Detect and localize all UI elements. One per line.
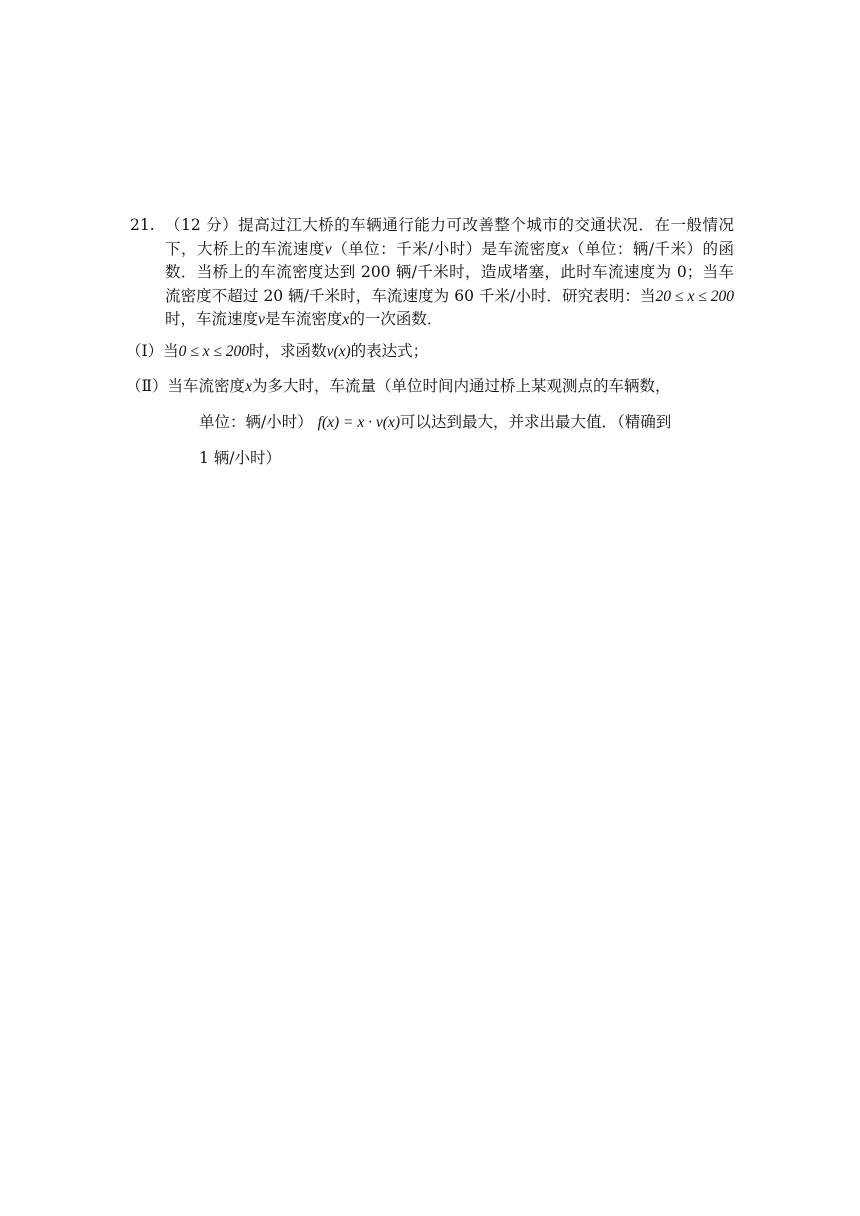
sub-question-2 xyxy=(126,374,736,470)
sub-question-1 xyxy=(126,340,428,363)
part2-continuation xyxy=(126,409,736,470)
inequality-20-200: 20 ≤ x ≤ 200 xyxy=(655,287,734,305)
part1-label: （Ⅰ） xyxy=(126,342,164,360)
stem-part-e: 是车流密度 xyxy=(264,310,343,328)
var-v: v xyxy=(324,240,332,258)
var-x-2: x xyxy=(342,311,350,328)
part1-inequality: 0 ≤ x ≤ 200 xyxy=(178,343,250,360)
part1-text-b: 时，求函数 xyxy=(249,342,327,360)
part2-line-3 xyxy=(199,446,736,470)
stem-part-f: 的一次函数． xyxy=(349,310,443,328)
part2-text-a: 当车流密度 xyxy=(167,377,246,395)
part1-text-a: 当 xyxy=(163,342,179,360)
part2-text-b: 为多大时，车流量（单位时间内通过桥上某观测点的车辆数， xyxy=(251,377,671,395)
part2-text-e: 1 辆/小时） xyxy=(199,449,282,467)
stem-part-b: （单位：千米/小时）是车流密度 xyxy=(331,239,562,258)
part2-formula: f(x) = x · v(x) xyxy=(317,414,400,431)
question-21 xyxy=(130,214,734,332)
part2-line-2 xyxy=(199,409,736,436)
part2-label: （Ⅱ） xyxy=(126,377,168,395)
part1-function: v(x) xyxy=(326,343,351,360)
question-stem xyxy=(165,214,734,332)
part1-text-c: 的表达式； xyxy=(350,342,429,360)
stem-part-a: 提高过江大桥的车辆通行能力可改善整个城市的交通状况．在一般情况下，大桥上的车流速度 xyxy=(165,216,734,258)
stem-part-c: （单位：辆/千米）的函数．当桥上的车流密度达到 200 辆/千米时，造成堵塞，此时车流速度为 0；当车流密度不超过 20 辆/千米时，车流速度为 60 千米/小时．研究表明：当 xyxy=(165,239,734,305)
question-head xyxy=(130,214,734,332)
stem-part-d: 时，车流速度 xyxy=(165,310,259,328)
question-score: （12 分） xyxy=(165,216,239,234)
var-x: x xyxy=(561,240,569,258)
part2-text-c: 单位：辆/小时） xyxy=(199,413,313,431)
part2-text-d: 可以达到最大，并求出最大值．（精确到 xyxy=(399,413,672,431)
var-v-2: v xyxy=(258,311,265,328)
part2-line-1 xyxy=(126,374,736,399)
part2-var-x: x xyxy=(245,378,252,395)
question-number: 21. xyxy=(130,216,155,234)
